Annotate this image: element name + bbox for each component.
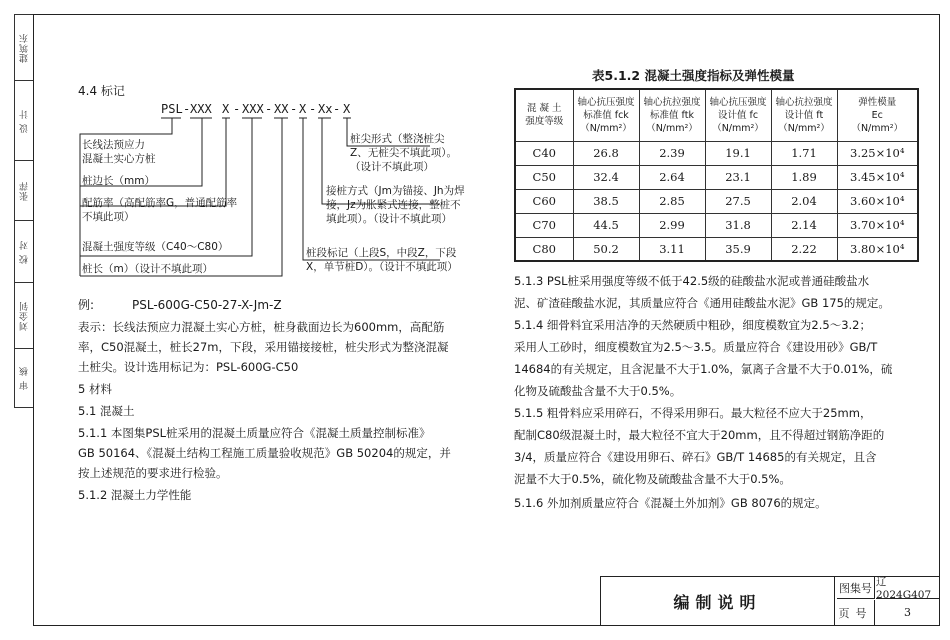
table-cell: 2.99 [639,213,705,237]
paragraph-line: 采用人工砂时，细度模数宜为2.5～3.5。质量应符合《建设用砂》GB/T [514,340,878,354]
tip-label: Z、无桩尖不填此项）。 [350,147,457,159]
marking-label: 桩长（m）（设计不填此项） [82,263,213,275]
table-header-cell [705,89,771,141]
code-part: - [290,102,298,116]
table-cell: 2.04 [771,189,837,213]
code-part: - [265,102,273,116]
table-cell: C60 [515,189,573,213]
code-part: XX [274,102,289,116]
code-part: Xx [318,102,333,116]
strength-table [514,88,919,262]
table-cell: 26.8 [573,141,639,165]
table-cell: 2.39 [639,141,705,165]
drawing-title: 编制说明 [601,577,835,625]
table-header-cell [771,89,837,141]
table-cell: 44.5 [573,213,639,237]
code-part: - [183,102,191,116]
marking-label: 不填此项） [82,211,135,223]
page-number-label: 页号 [837,600,875,625]
table-row [515,141,918,165]
table-header-cell [837,89,918,141]
table-cell: 1.89 [771,165,837,189]
table-cell: 23.1 [705,165,771,189]
header-text: 轴心抗压强度 设计值 fc （N/mm²） [709,96,767,134]
table-cell: 2.14 [771,213,837,237]
table-cell: 2.22 [771,237,837,261]
example-line: 土桩尖。设计选用标记为：PSL-600G-C50 [78,360,299,374]
sidebar-label: 建筑东 [19,32,30,63]
code-part: - [309,102,317,116]
section-heading-materials: 5 材料 [78,382,112,396]
table-cell: 38.5 [573,189,639,213]
joint-label: 接，Jz为胀紧式连接，整桩不 [326,199,461,211]
table-cell: C50 [515,165,573,189]
marking-label: 混凝土强度等级（C40～C80） [82,241,229,253]
code-part: PSL [161,102,183,116]
paragraph-line: 化物及硫酸盐含量不大于0.5%。 [514,384,682,398]
example-label: 例: [78,298,95,312]
sidebar-label: 刘金钊 [19,300,30,331]
table-cell: 19.1 [705,141,771,165]
paragraph-line: 5.1.4 细骨料宜采用洁净的天然硬质中粗砂，细度模数宜为2.5～3.2； [514,318,871,332]
atlas-number-label: 图集号 [837,577,875,599]
table-cell: 31.8 [705,213,771,237]
table-cell: C70 [515,213,573,237]
paragraph-line: 泥量不大于0.5%，硫化物及硫酸盐含量不大于0.5%。 [514,472,791,486]
segment-label: X，单节桩D）。（设计不填此项） [306,261,458,273]
paragraph-line: 5.1.5 粗骨料应采用碎石，不得采用卵石。最大粒径不应大于25mm， [514,406,872,420]
table-cell: 3.45×10⁴ [837,165,918,189]
sidebar-label: 张萍 [19,180,30,201]
joint-label: 接桩方式（Jm为锚接、Jh为焊 [326,185,465,197]
code-part: - [333,102,341,116]
paragraph-line: 5.1.1 本图集PSL桩采用的混凝土质量应符合《混凝土质量控制标准》 [78,426,431,440]
section-heading-marking: 4.4 标记 [78,84,125,98]
table-row [515,189,918,213]
table-header-cell [515,89,573,141]
table-cell: C80 [515,237,573,261]
paragraph-line: 配制C80级混凝土时，最大粒径不宜大于20mm，且不得超过钢筋净距的 [514,428,885,442]
marking-label: 长线法预应力 [82,139,145,151]
table-header-row [515,89,918,141]
paragraph-line: 14684的有关规定，且含泥量不大于1.0%，氯离子含量不大于0.01%，硫 [514,362,893,376]
header-text: 轴心抗拉强度 设计值 ft （N/mm²） [775,96,833,134]
table-cell: 2.64 [639,165,705,189]
code-part: X [343,102,351,116]
header-text: 轴心抗压强度 标准值 fck （N/mm²） [577,96,635,134]
page-number-value: 3 [904,606,911,619]
code-part: X [222,102,230,116]
table-cell: 27.5 [705,189,771,213]
table-header-cell [573,89,639,141]
code-part: X [299,102,307,116]
marking-label: 配筋率（高配筋率G，普通配筋率 [82,197,238,209]
joint-label: 填此项）。（设计不填此项） [326,213,452,225]
title-block [600,576,940,626]
table-cell: 50.2 [573,237,639,261]
code-part: - [233,102,241,116]
sidebar-label: 校 对 [19,239,30,264]
paragraph-line: 5.1.2 混凝土力学性能 [78,488,192,502]
table-cell: 3.11 [639,237,705,261]
marking-label: 混凝土实心方桩 [82,153,156,165]
segment-label: 桩段标记（上段S，中段Z，下段 [306,247,457,259]
code-part: XXX [242,102,264,116]
example-line: 表示：长线法预应力混凝土实心方桩，桩身截面边长为600mm，高配筋 [78,320,445,334]
paragraph-line: 5.1.6 外加剂质量应符合《混凝土外加剂》GB 8076的规定。 [514,496,827,510]
table-cell: 35.9 [705,237,771,261]
paragraph-line: 泥、矿渣硅酸盐水泥，其质量应符合《通用硅酸盐水泥》GB 175的规定。 [514,296,890,310]
code-part: XXX [190,102,212,116]
table-row [515,213,918,237]
table-cell: 1.71 [771,141,837,165]
table-header-cell [639,89,705,141]
table-cell: 3.70×10⁴ [837,213,918,237]
table-row [515,237,918,261]
table-cell: 3.25×10⁴ [837,141,918,165]
example-code: PSL-600G-C50-27-X-Jm-Z [132,298,282,312]
header-text: 混 凝 土 强度等级 [525,103,564,128]
table-cell: C40 [515,141,573,165]
table-cell: 32.4 [573,165,639,189]
table-cell: 2.85 [639,189,705,213]
table-cell: 3.80×10⁴ [837,237,918,261]
paragraph-line: 3/4，质量应符合《建设用卵石、碎石》GB/T 14685的有关规定，且含 [514,450,877,464]
paragraph-line: 按上述规范的要求进行检验。 [78,466,228,480]
header-text: 轴心抗拉强度 标准值 ftk （N/mm²） [643,96,701,134]
example-line: 率，C50混凝土，桩长27m，下段，采用锚接接桩，桩尖形式为整浇混凝 [78,340,449,354]
tip-label: 桩尖形式（整浇桩尖 [350,133,445,145]
section-heading-concrete: 5.1 混凝土 [78,404,135,418]
table-title: 表5.1.2 混凝土强度指标及弹性模量 [592,68,795,83]
table-row [515,165,918,189]
header-text: 弹性模量 Ec （N/mm²） [851,96,904,134]
atlas-number-value: 辽2024G407 [876,577,939,599]
tip-label: （设计不填此项） [350,161,434,173]
sidebar-label: 设 计 [19,108,30,133]
sidebar-label: 审 核 [19,366,30,390]
paragraph-line: 5.1.3 PSL桩采用强度等级不低于42.5级的硅酸盐水泥或普通硅酸盐水 [514,274,870,288]
table-cell: 3.60×10⁴ [837,189,918,213]
paragraph-line: GB 50164、《混凝土结构工程施工质量验收规范》GB 50204的规定，并 [78,446,451,460]
marking-label: 桩边长（mm） [82,175,155,187]
